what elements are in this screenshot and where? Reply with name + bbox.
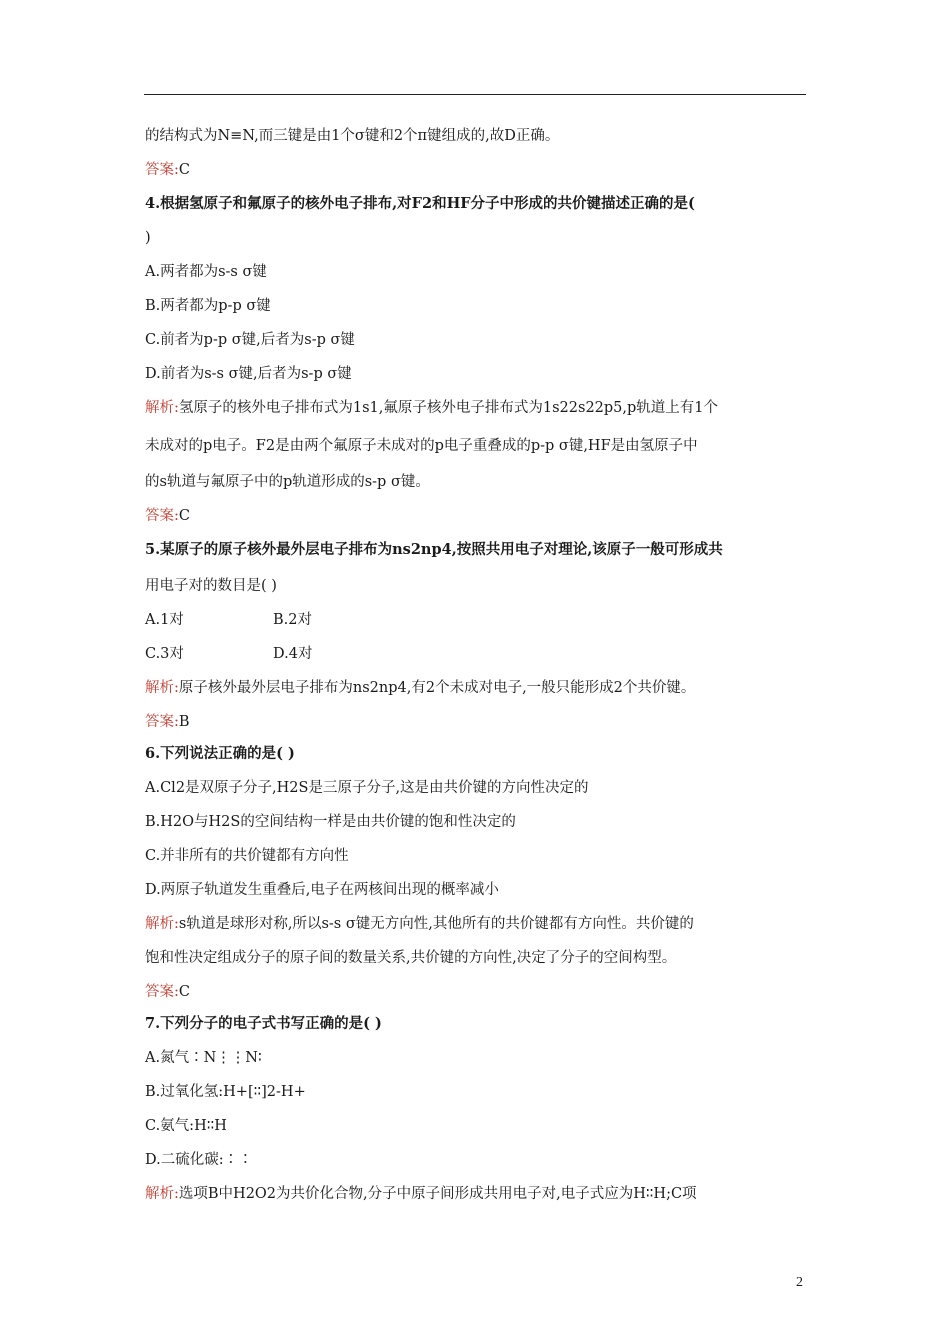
question-5: 5.某原子的原子核外最外层电子排布为ns2np4,按照共用电子对理论,该原子一般可形成共 <box>145 541 723 558</box>
answer-label: 答案: <box>145 984 179 1000</box>
analysis-line: 饱和性决定组成分子的原子间的数量关系,共价键的方向性,决定了分子的空间构型。 <box>145 950 677 966</box>
analysis-line: 解析:选项B中H2O2为共价化合物,分子中原子间形成共用电子对,电子式应为H∶∶H;C项 <box>145 1186 697 1202</box>
analysis-label: 解析: <box>145 400 179 416</box>
answer-line: 答案:C <box>145 162 190 178</box>
option-b: B.两者都为p-p σ键 <box>145 298 271 314</box>
option-c: C.并非所有的共价键都有方向性 <box>145 848 349 864</box>
question-4-cont: ) <box>145 230 151 246</box>
header-rule <box>144 94 806 95</box>
analysis-label: 解析: <box>145 1186 179 1202</box>
option-d: D.前者为s-s σ键,后者为s-p σ键 <box>145 366 352 382</box>
option-a: A.1对 <box>145 612 184 628</box>
option-d: D.二硫化碳:∶∶ <box>145 1152 253 1168</box>
option-a: A.两者都为s-s σ键 <box>145 264 267 280</box>
answer-label: 答案: <box>145 162 179 178</box>
analysis-line: 的s轨道与氟原子中的p轨道形成的s-p σ键。 <box>145 474 430 490</box>
option-c: C.前者为p-p σ键,后者为s-p σ键 <box>145 332 355 348</box>
analysis-line: 解析:s轨道是球形对称,所以s-s σ键无方向性,其他所有的共价键都有方向性。共价键的 <box>145 916 694 932</box>
option-b: B.过氧化氢:H+[∶∶]2-H+ <box>145 1084 306 1100</box>
answer-line: 答案:C <box>145 508 190 524</box>
answer-label: 答案: <box>145 714 179 730</box>
analysis-label: 解析: <box>145 680 179 696</box>
analysis-label: 解析: <box>145 916 179 932</box>
page-number: 2 <box>796 1275 803 1290</box>
analysis-line: 解析:原子核外最外层电子排布为ns2np4,有2个未成对电子,一般只能形成2个共价键。 <box>145 680 696 696</box>
options-row <box>145 610 807 630</box>
question-6: 6.下列说法正确的是( ) <box>145 745 295 762</box>
answer-line: 答案:B <box>145 714 190 730</box>
option-b: B.H2O与H2S的空间结构一样是由共价键的饱和性决定的 <box>145 814 516 830</box>
answer-line: 答案:C <box>145 984 190 1000</box>
question-4: 4.根据氢原子和氟原子的核外电子排布,对F2和HF分子中形成的共价键描述正确的是( <box>145 195 695 212</box>
analysis-line: 解析:氢原子的核外电子排布式为1s1,氟原子核外电子排布式为1s22s22p5,p轨道上有1个 <box>145 400 719 416</box>
option-a: A.Cl2是双原子分子,H2S是三原子分子,这是由共价键的方向性决定的 <box>145 780 589 796</box>
option-d: D.4对 <box>273 646 313 662</box>
analysis-line: 未成对的p电子。F2是由两个氟原子未成对的p电子重叠成的p-p σ键,HF是由氢原子中 <box>145 438 698 454</box>
option-d: D.两原子轨道发生重叠后,电子在两核间出现的概率减小 <box>145 882 499 898</box>
option-a: A.氮气∶N⋮⋮N∶ <box>145 1050 262 1066</box>
answer-label: 答案: <box>145 508 179 524</box>
option-c: C.3对 <box>145 646 184 662</box>
question-5-cont: 用电子对的数目是( ) <box>145 578 277 594</box>
text-line: 的结构式为N≡N,而三键是由1个σ键和2个π键组成的,故D正确。 <box>145 128 560 144</box>
option-c: C.氨气:H∶∶H <box>145 1118 227 1134</box>
option-b: B.2对 <box>273 612 312 628</box>
options-row <box>145 644 807 664</box>
question-7: 7.下列分子的电子式书写正确的是( ) <box>145 1015 382 1032</box>
